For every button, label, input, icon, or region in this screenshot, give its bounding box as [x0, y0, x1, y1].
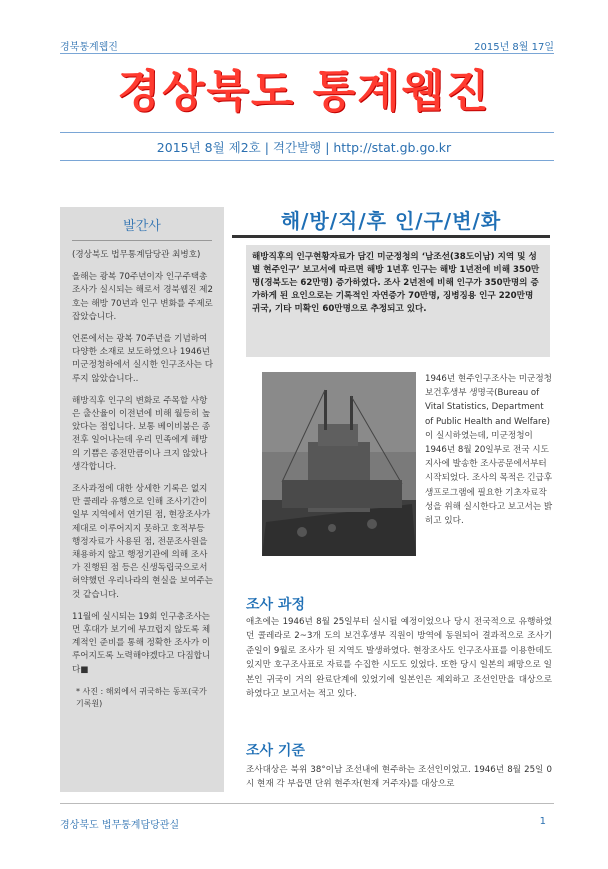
footer-rule	[60, 803, 554, 804]
article-summary-box	[246, 245, 550, 357]
photo-side-text: 1946년 현주인구조사는 미군정청 보건후생부 생명국(Bureau of Vital Statistics, Department of Public Health and Welfare)이 실시하였는데, 미군정청이 1946년 8월 20일부로 전국 시도지사에 발송한 조사공문에서부터 시작되었다. 조사의 목적은 긴급후생프로그램에 필요한 기초자료작성을 위해 실시한다고 보고서는 밝히고 있다.	[425, 374, 553, 527]
section-heading-criteria: 조사 기준	[246, 743, 305, 759]
sidebar-paragraph: 해방직후 인구의 변화로 주목할 사항은 출산율이 이전년에 비해 월등히 높았다는 점입니다. 보통 베이비붐은 종전후 일어나는데 우리 민족에게 해방의 기쁨은 종전만큼이나 크지 않았나 생각합니다.	[72, 395, 211, 472]
article-title-rule	[232, 235, 550, 238]
header-date: 2015년 8월 17일	[474, 42, 554, 53]
sidebar-paragraph: 올해는 광복 70주년이자 인구주택총조사가 실시되는 해로서 경북웹진 제2호는 해방 70년과 인구 변화를 주제로 잡았습니다.	[72, 272, 213, 322]
section-heading-process: 조사 과정	[246, 597, 305, 613]
issue-rule-top	[60, 132, 554, 133]
issue-line: 2015년 8월 제2호 | 격간발행 | http://stat.gb.go.kr	[156, 140, 452, 155]
footer-page-number: 1	[539, 816, 546, 827]
header-publication-name: 경북통계웹진	[60, 42, 118, 53]
sidebar-title-rule	[72, 240, 212, 241]
sidebar-title: 발간사	[123, 219, 161, 234]
sidebar-paragraph: 조사과정에 대한 상세한 기록은 없지만 콜레라 유행으로 인해 조사기간이 일부 지역에서 연기된 점, 현장조사가 제대로 이루어지지 못하고 호적부등 행정자료가 사용된 점, 전문조사원을 채용하지 않고 행정기관에 의해 조사가 진행된 점 등은 신생독립국으로서 허약했던 우리나라의 현실을 보여주는 것 같습니다.	[72, 484, 214, 600]
sidebar-photo-note: * 사진 : 해외에서 귀국하는 동포(국가기록원)	[76, 686, 207, 708]
issue-rule-bottom	[60, 160, 554, 161]
sidebar-foreword	[60, 207, 224, 792]
section-text-criteria: 조사대상은 북위 38°이남 조선내에 현주하는 조선인이었고. 1946년 8월 25일 0시 현재 각 부읍면 단위 현주자(현재 거주자)를 대상으로	[246, 765, 552, 790]
masthead-title: 경상북도 통계웹진	[117, 66, 491, 117]
article-title: 해/방/직/후 인/구/변/화	[280, 209, 502, 233]
footer-department: 경상북도 법무통계담당관실	[60, 820, 180, 831]
article-summary-text: 해방직후의 인구현황자료가 담긴 미군정청의 ‘남조선(38도이남) 지역 및 성별 현주인구’ 보고서에 따르면 해방 1년후 인구는 해방 1년전에 비해 350만명(경북도는 62만명) 증가하였다. 조사 2년전에 비해 인구가 350만명의 증가하게 된 요인으로는 기록적인 자연증가 70만명, 징병징용 인구 220만명 귀국, 기타 미확인 60만명으로 추정되고 있다.	[252, 252, 540, 314]
header-rule	[60, 53, 554, 54]
sidebar-paragraph: 11월에 실시되는 19회 인구총조사는 먼 후대가 보기에 부끄럽지 않도록 체계적인 준비를 통해 정확한 조사가 이루어지도록 노력해야겠다고 다짐합니다■	[72, 611, 211, 675]
sidebar-byline: (경상북도 법무통계담당관 최병호)	[72, 250, 201, 260]
sidebar-body	[60, 249, 224, 677]
section-text-process: 애초에는 1946년 8월 25일부터 실시될 예정이었으나 당시 전국적으로 유행하였던 콜레라로 2~3개 도의 보건후생부 직원이 방역에 동원되어 결과적으로 조사기준일이 9월로 조사가 된 지역도 발생하였다. 현장조사도 인구조사표를 이용한데도 있지만 호구조사표로 자료를 수집한 시도도 있었다. 또한 당시 일본의 패망으로 일본인 귀국이 거의 완료단계에 있었기에 일본인은 제외하고 조선인만을 대상으로 하였다고 보고서는 적고 있다.	[246, 617, 552, 700]
ship-photo	[262, 372, 416, 556]
sidebar-paragraph: 언론에서는 광복 70주년을 기념하여 다양한 소재로 보도하였으나 1946년 미군정청하에서 실시한 인구조사는 다루지 않았습니다..	[72, 334, 214, 384]
ship-photo-image	[262, 372, 416, 556]
